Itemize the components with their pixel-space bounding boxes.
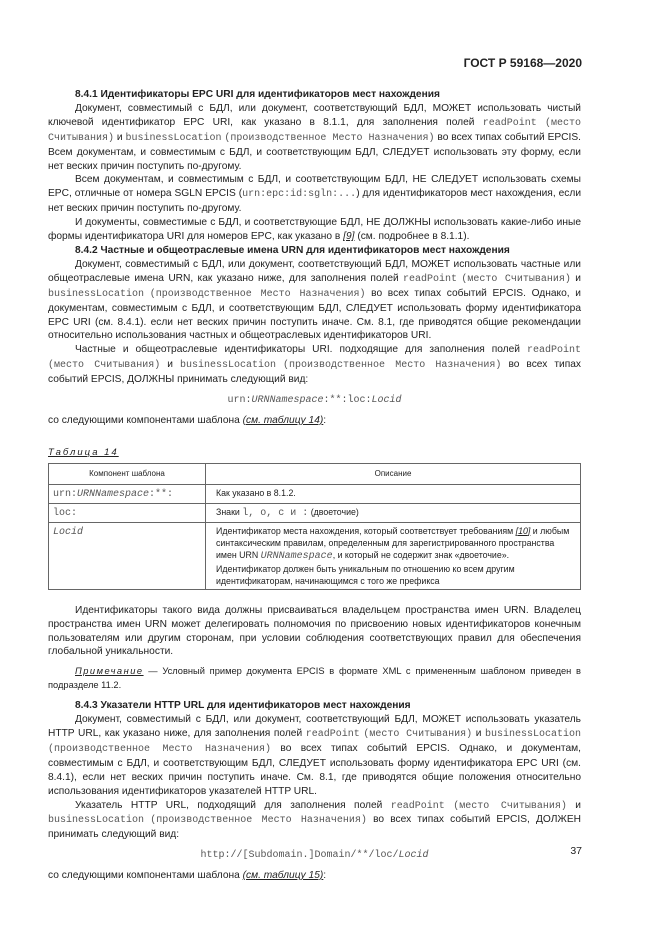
paragraph: И документы, совместимые с БДЛ, и соответствующие БДЛ, НЕ ДОЛЖНЫ использовать какие-либо иные формы идентификатора URI для номеров EPC, как указано в [9] (см. подробнее в 8.1.1). <box>48 217 581 243</box>
paragraph: Частные и общеотраслевые идентификаторы URI. подходящие для заполнения полей readPoint (место Считывания) и businessLocation (производственное Место Назначения) во всех типах событий EPCIS, ДОЛЖНЫ принимать следующий вид: <box>48 344 581 386</box>
table-row <box>49 503 581 522</box>
table-cell: Locid <box>49 522 206 589</box>
note: Примечание — Условный пример документа EPCIS в формате XML с примененным шаблоном приведен в подразделе 11.2. <box>48 666 581 691</box>
table-caption: Таблица 14 <box>48 446 119 458</box>
paragraph: Документ, совместимый с БДЛ, или документ, соответствующий БДЛ, МОЖЕТ использовать чистый ключевой идентификатор EPC URI, как указано в 8.1.1, для заполнения полей readPoint (место Считывания) и businessLocation (производственное Место Назначения) во всех типах событий EPCIS. Всем документам, и совместимым с БДЛ, и соответствующим БДЛ, СЛЕДУЕТ использовать эту форму, если нет веских причин поступить по-другому. <box>48 102 581 172</box>
url-template: http://[Subdomain.]Domain/**/loc/Locid <box>200 850 429 862</box>
paragraph: со следующими компонентами шаблона (см. таблицу 15): <box>48 870 327 882</box>
table-header-row <box>49 463 581 484</box>
paragraph: Идентификаторы такого вида должны присваиваться владельцем пространства имен URN. Владелец пространства имен URN может делегировать полномочия по присвоению новых идентификаторов конечным пользователям или другим сторонам, при условии соблюдения соответствующих правил для обеспечения глобальной уникальности. <box>48 604 581 658</box>
page-content <box>48 88 581 883</box>
table-row <box>49 522 581 589</box>
column-header: Компонент шаблона <box>49 463 206 484</box>
reference-link[interactable]: [10] <box>515 525 531 536</box>
table-cell: Как указано в 8.1.2. <box>206 484 581 503</box>
section-heading-842: 8.4.2 Частные и общеотраслевые имена URN для идентификаторов мест нахождения <box>75 244 510 256</box>
page-number: 37 <box>570 845 582 857</box>
document-header: ГОСТ Р 59168—2020 <box>463 56 582 70</box>
reference-link[interactable]: [9] <box>343 231 355 243</box>
paragraph: со следующими компонентами шаблона (см. таблицу 14): <box>48 414 327 426</box>
paragraph: Документ, совместимый с БДЛ, или документ, соответствующий БДЛ, МОЖЕТ использовать частные или общеотраслевые имена URN, как указано ниже, для заполнения полей readPoint (место Считывания) и businessLocation (производственное Место Назначения) во всех типах событий EPCIS. Однако, и документам, совместимым с БДЛ, и соответствующим БДЛ, СЛЕДУЕТ использовать форму идентификатора EPC URI (см. 8.4.1). если нет веских причин поступить иначе. См. 8.1, где приводятся общие рекомендации относительно использования частных и общеотраслевых идентификаторов URI. <box>48 258 581 342</box>
table-cell: Знаки l, o, c и : (двоеточие) <box>206 503 581 522</box>
table-cell: urn:URNNamespace:**: <box>49 484 206 503</box>
table-14 <box>48 463 581 590</box>
table-cell: loc: <box>49 503 206 522</box>
table-reference-link[interactable]: (см. таблицу 14) <box>242 414 324 426</box>
section-heading-841: 8.4.1 Идентификаторы EPC URI для идентификаторов мест нахождения <box>75 89 440 100</box>
paragraph: Указатель HTTP URL, подходящий для заполнения полей readPoint (место Считывания) и businessLocation (производственное Место Назначения) во всех типах событий EPCIS, ДОЛЖЕН принимать следующий вид: <box>48 799 581 841</box>
column-header: Описание <box>206 463 581 484</box>
paragraph: Документ, совместимый с БДЛ, или документ, соответствующий БДЛ, МОЖЕТ использовать указатель HTTP URL, как указано ниже, для заполнения полей readPoint (место Считывания) и businessLocation (производственное Место Назначения) во всех типах событий EPCIS. Однако, и документам, совместимым с БДЛ, и соответствующим БДЛ, СЛЕДУЕТ использовать форму идентификатора EPC URI (см. 8.4.1), если нет веских причин поступить иначе. См. 8.1, где приводятся общие положения относительно использования идентификаторов указателей HTTP URL. <box>48 714 581 797</box>
urn-template: urn:URNNamespace:**:loc:Locid <box>227 395 402 407</box>
table-cell: Идентификатор места нахождения, который соответствует требованиям [10] и любым синтаксическим правилам, определенным для зарегистрированного пространства имен URN URNNamespace, и который не содержит знак «двоеточие». Идентификатор должен быть уникальным по отношению ко всем другим идентификаторам, начинающимся с того же префикса <box>206 522 581 589</box>
table-row <box>49 484 581 503</box>
table-reference-link[interactable]: (см. таблицу 15) <box>242 870 324 882</box>
paragraph: Всем документам, и совместимым с БДЛ, и соответствующим БДЛ, НЕ СЛЕДУЕТ использовать схемы EPC, отличные от номера SGLN EPCIS (urn:epc:id:sgln:...) для идентификаторов мест нахождения, если нет веских причин поступить по-другому. <box>48 174 582 215</box>
section-heading-843: 8.4.3 Указатели HTTP URL для идентификаторов мест нахождения <box>75 700 411 712</box>
